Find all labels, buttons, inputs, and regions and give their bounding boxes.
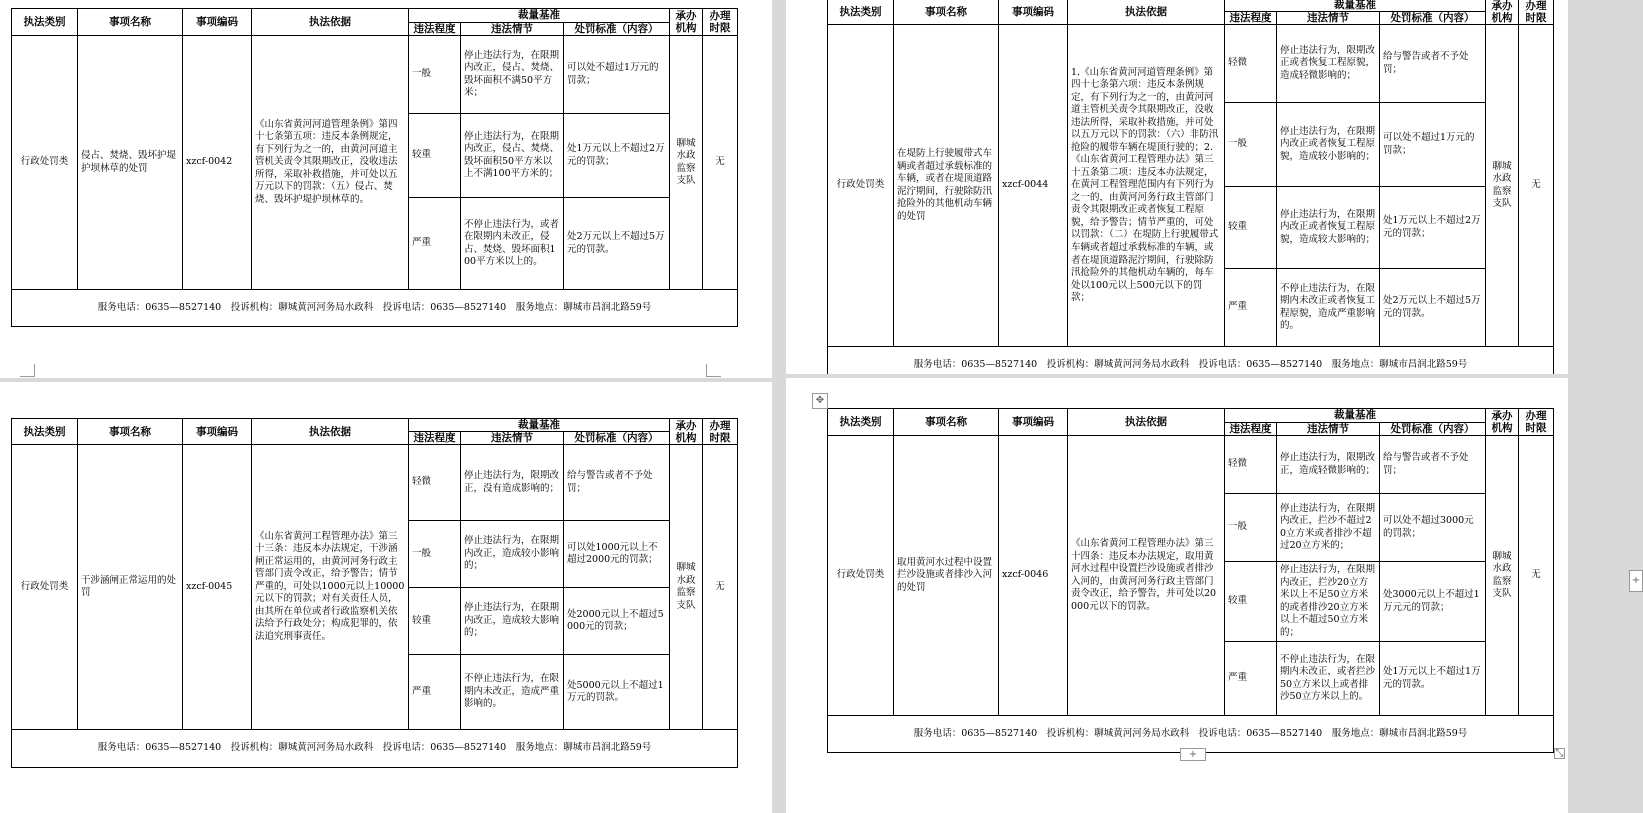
header-circumstance: 违法情节 [461,432,564,445]
cell-circumstance[interactable]: 停止违法行为，在限期内改正，拦沙不超过20立方米或者排沙不超过20立方米的； [1277,494,1380,562]
header-standard: 裁量基准 [1225,0,1486,12]
header-agency: 承办机构 [670,9,703,36]
table-row [12,36,738,114]
cell-circumstance[interactable]: 不停止违法行为，在限期内未改正，造成严重影响的。 [461,655,564,730]
crop-mark-right [706,364,721,377]
cell-agency[interactable]: 聊城水政监察支队 [1486,436,1519,716]
cell-circumstance[interactable]: 停止违法行为，在限期内改正，造成较小影响的； [461,521,564,588]
header-time-limit: 办理时限 [1519,0,1554,25]
header-standard: 裁量基准 [409,419,670,432]
header-item-name: 事项名称 [894,409,999,436]
cell-penalty[interactable]: 处2万元以上不超过5万元的罚款。 [564,198,670,290]
header-category: 执法类别 [828,0,894,25]
cell-degree[interactable]: 较重 [1225,187,1277,269]
penalty-table-sheet [11,8,737,327]
add-row-icon[interactable]: + [1180,748,1206,761]
cell-circumstance[interactable]: 停止违法行为，在限期内改正，侵占、焚烧、毁坏面积不满50平方米； [461,36,564,114]
document-page-2[interactable] [786,0,1568,374]
cell-degree[interactable]: 一般 [1225,494,1277,562]
penalty-table [827,0,1554,374]
cell-time-limit[interactable]: 无 [703,36,738,290]
cell-item-name[interactable]: 取用黄河水过程中设置拦沙设施或者排沙入河的处罚 [894,436,999,716]
cell-item-code[interactable]: xzcf-0044 [999,25,1068,347]
cell-penalty[interactable]: 可以处不超过1万元的罚款； [1380,103,1486,187]
header-standard: 裁量基准 [1225,409,1486,423]
header-category: 执法类别 [12,9,78,36]
cell-penalty[interactable]: 处3000元以上不超过1万元元的罚款； [1380,562,1486,642]
cell-item-code[interactable]: xzcf-0045 [183,445,252,730]
header-standard: 裁量基准 [409,9,670,23]
header-item-code: 事项编码 [183,419,252,445]
header-time-limit: 办理时限 [703,9,738,36]
document-page-1[interactable] [0,0,772,378]
cell-penalty[interactable]: 给与警告或者不予处罚； [1380,25,1486,103]
cell-degree[interactable]: 轻微 [1225,436,1277,494]
cell-circumstance[interactable]: 停止违法行为，限期改正，造成轻微影响的； [1277,436,1380,494]
cell-item-name[interactable]: 侵占、焚烧、毁坏护堤护坝林草的处罚 [78,36,183,290]
cell-penalty[interactable]: 给与警告或者不予处罚； [564,445,670,521]
cell-basis[interactable]: 《山东省黄河河道管理条例》第四十七条第五项：违反本条例规定，有下列行为之一的，由黄河河道主管机关责令其限期改正，没收违法所得，采取补救措施，并可处以五万元以下的罚款：（五）侵占、焚烧、毁坏护堤护坝林草的。 [252,36,409,290]
cell-item-name[interactable]: 干涉涵闸正常运用的处罚 [78,445,183,730]
penalty-table [11,8,738,327]
cell-degree[interactable]: 轻微 [409,445,461,521]
cell-item-code[interactable]: xzcf-0042 [183,36,252,290]
cell-circumstance[interactable]: 停止违法行为，在限期内改正或者恢复工程原貌，造成较小影响的； [1277,103,1380,187]
table-row [12,445,738,521]
penalty-table-sheet [827,0,1553,374]
header-item-name: 事项名称 [78,9,183,36]
penalty-table [827,408,1554,753]
cell-category[interactable]: 行政处罚类 [12,36,78,290]
cell-degree[interactable]: 一般 [1225,103,1277,187]
service-info-footer[interactable]: 服务电话：0635—8527140 投诉机构：聊城黄河河务局水政科 投诉电话：0635—8527140 服务地点：聊城市昌润北路59号 [828,716,1554,753]
penalty-table-sheet [827,408,1553,753]
cell-time-limit[interactable]: 无 [1519,436,1554,716]
cell-time-limit[interactable]: 无 [703,445,738,730]
header-category: 执法类别 [828,409,894,436]
cell-degree[interactable]: 一般 [409,36,461,114]
cell-degree[interactable]: 严重 [409,198,461,290]
cell-agency[interactable]: 聊城水政监察支队 [1486,25,1519,347]
cell-category[interactable]: 行政处罚类 [12,445,78,730]
header-basis: 执法依据 [252,419,409,445]
cell-penalty[interactable]: 给与警告或者不予处罚； [1380,436,1486,494]
cell-degree[interactable]: 较重 [409,114,461,198]
cell-circumstance[interactable]: 停止违法行为，在限期内改正，拦沙20立方米以上不足50立方米的或者排沙20立方米以上不超过50立方米的； [1277,562,1380,642]
cell-penalty[interactable]: 可以处不超过1万元的罚款； [564,36,670,114]
header-item-name: 事项名称 [894,0,999,25]
table-row [828,436,1554,494]
cell-penalty[interactable]: 处2万元以上不超过5万元的罚款。 [1380,269,1486,347]
header-agency: 承办机构 [670,419,703,445]
cell-basis[interactable]: 《山东省黄河工程管理办法》第三十四条：违反本办法规定，取用黄河水过程中设置拦沙设施或者排沙入河的，由黄河河务行政主管部门责令改正，给予警告，并可处以20000元以下的罚款。 [1068,436,1225,716]
penalty-table [11,418,738,768]
penalty-table-sheet [11,418,737,768]
cell-degree[interactable]: 严重 [1225,642,1277,716]
cell-item-name[interactable]: 在堤防上行驶履带式车辆或者超过承载标准的车辆，或者在堤顶道路泥泞期间，行驶除防汛抢险外的其他机动车辆的处罚 [894,25,999,347]
cell-penalty[interactable]: 可以处不超过3000元的罚款； [1380,494,1486,562]
table-resize-handle-icon[interactable]: ⤡ [1555,748,1564,759]
cell-penalty[interactable]: 可以处1000元以上不超过2000元的罚款； [564,521,670,588]
cell-penalty[interactable]: 处1万元以上不超过2万元的罚款； [1380,187,1486,269]
cell-penalty[interactable]: 处5000元以上不超过1万元的罚款。 [564,655,670,730]
cell-degree[interactable]: 严重 [1225,269,1277,347]
cell-degree[interactable]: 较重 [409,588,461,655]
table-row [828,25,1554,103]
header-penalty: 处罚标准（内容） [564,23,670,36]
header-degree: 违法程度 [409,23,461,36]
cell-circumstance[interactable]: 不停止违法行为，在限期内未改正，或者拦沙50立方米以上或者排沙50立方米以上的。 [1277,642,1380,716]
header-basis: 执法依据 [252,9,409,36]
header-time-limit: 办理时限 [1519,409,1554,436]
header-item-name: 事项名称 [78,419,183,445]
cell-basis[interactable]: 《山东省黄河工程管理办法》第三十三条：违反本办法规定，干涉涵闸正常运用的，由黄河河务行政主管部门责令改正，给予警告；情节严重的，可处以1000元以上10000元以下的罚款；对有关责任人员，由其所在单位或者行政监察机关依法给予行政处分；构成犯罪的，依法追究刑事责任。 [252,445,409,730]
header-basis: 执法依据 [1068,0,1225,25]
cell-category[interactable]: 行政处罚类 [828,25,894,347]
cell-category[interactable]: 行政处罚类 [828,436,894,716]
service-info-footer[interactable]: 服务电话：0635—8527140 投诉机构：聊城黄河河务局水政科 投诉电话：0635—8527140 服务地点：聊城市昌润北路59号 [12,730,738,768]
add-column-icon[interactable]: + [1629,570,1643,592]
document-page-3[interactable] [0,382,772,813]
header-penalty: 处罚标准（内容） [564,432,670,445]
header-degree: 违法程度 [1225,12,1277,25]
header-penalty: 处罚标准（内容） [1380,423,1486,436]
header-circumstance: 违法情节 [1277,423,1380,436]
cell-circumstance[interactable]: 停止违法行为，限期改正或者恢复工程原貌，造成轻微影响的； [1277,25,1380,103]
header-circumstance: 违法情节 [1277,12,1380,25]
cell-penalty[interactable]: 处1万元以上不超过1万元的罚款。 [1380,642,1486,716]
cell-item-code[interactable]: xzcf-0046 [999,436,1068,716]
cell-time-limit[interactable]: 无 [1519,25,1554,347]
cell-circumstance[interactable]: 不停止违法行为，在限期内未改正或者恢复工程原貌，造成严重影响的。 [1277,269,1380,347]
cell-degree[interactable]: 较重 [1225,562,1277,642]
header-item-code: 事项编码 [999,409,1068,436]
service-info-footer[interactable]: 服务电话：0635—8527140 投诉机构：聊城黄河河务局水政科 投诉电话：0635—8527140 服务地点：聊城市昌润北路59号 [12,290,738,327]
table-move-handle-icon[interactable]: ✥ [812,393,828,409]
cell-circumstance[interactable]: 停止违法行为，在限期内改正，侵占、焚烧、毁坏面积50平方米以上不满100平方米的； [461,114,564,198]
header-time-limit: 办理时限 [703,419,738,445]
cell-agency[interactable]: 聊城水政监察支队 [670,36,703,290]
header-agency: 承办机构 [1486,409,1519,436]
cell-basis[interactable]: 1.《山东省黄河河道管理条例》第四十七条第六项：违反本条例规定，有下列行为之一的，由黄河河道主管机关责令其限期改正，没收违法所得，采取补救措施，并可处以五万元以下的罚款：（六）非防汛抢险的履带车辆在堤顶行驶的；2.《山东省黄河工程管理办法》第三十五条第二项：违反本办法规定，在黄河工程管理范围内有下列行为之一的，由黄河河务行政主管部门责令其限期改正或者恢复工程原貌，给予警告；情节严重的，可处以罚款：（二）在堤防上行驶履带式车辆或者超过承载标准的车辆，或者在堤顶道路泥泞期间，行驶除防汛抢险外的其他机动车辆的，每车处以100元以上500元以下的罚款； [1068,25,1225,347]
header-circumstance: 违法情节 [461,23,564,36]
cell-agency[interactable]: 聊城水政监察支队 [670,445,703,730]
cell-penalty[interactable]: 处1万元以上不超过2万元的罚款； [564,114,670,198]
header-degree: 违法程度 [409,432,461,445]
cell-degree[interactable]: 严重 [409,655,461,730]
header-penalty: 处罚标准（内容） [1380,12,1486,25]
page-gap-vertical [772,0,786,813]
header-agency: 承办机构 [1486,0,1519,25]
cell-degree[interactable]: 轻微 [1225,25,1277,103]
cell-penalty[interactable]: 处2000元以上不超过5000元的罚款； [564,588,670,655]
header-degree: 违法程度 [1225,423,1277,436]
header-item-code: 事项编码 [183,9,252,36]
cell-circumstance[interactable]: 停止违法行为，在限期内改正，造成较大影响的； [461,588,564,655]
cell-circumstance[interactable]: 停止违法行为，限期改正，没有造成影响的； [461,445,564,521]
header-basis: 执法依据 [1068,409,1225,436]
service-info-footer[interactable]: 服务电话：0635—8527140 投诉机构：聊城黄河河务局水政科 投诉电话：0635—8527140 服务地点：聊城市昌润北路59号 [828,347,1554,374]
cell-degree[interactable]: 一般 [409,521,461,588]
document-page-4[interactable] [786,378,1568,813]
crop-mark-left [20,364,35,377]
cell-circumstance[interactable]: 停止违法行为，在限期内改正或者恢复工程原貌，造成较大影响的； [1277,187,1380,269]
cell-circumstance[interactable]: 不停止违法行为，或者在限期内未改正，侵占、焚烧、毁坏面积100平方米以上的。 [461,198,564,290]
header-category: 执法类别 [12,419,78,445]
header-item-code: 事项编码 [999,0,1068,25]
